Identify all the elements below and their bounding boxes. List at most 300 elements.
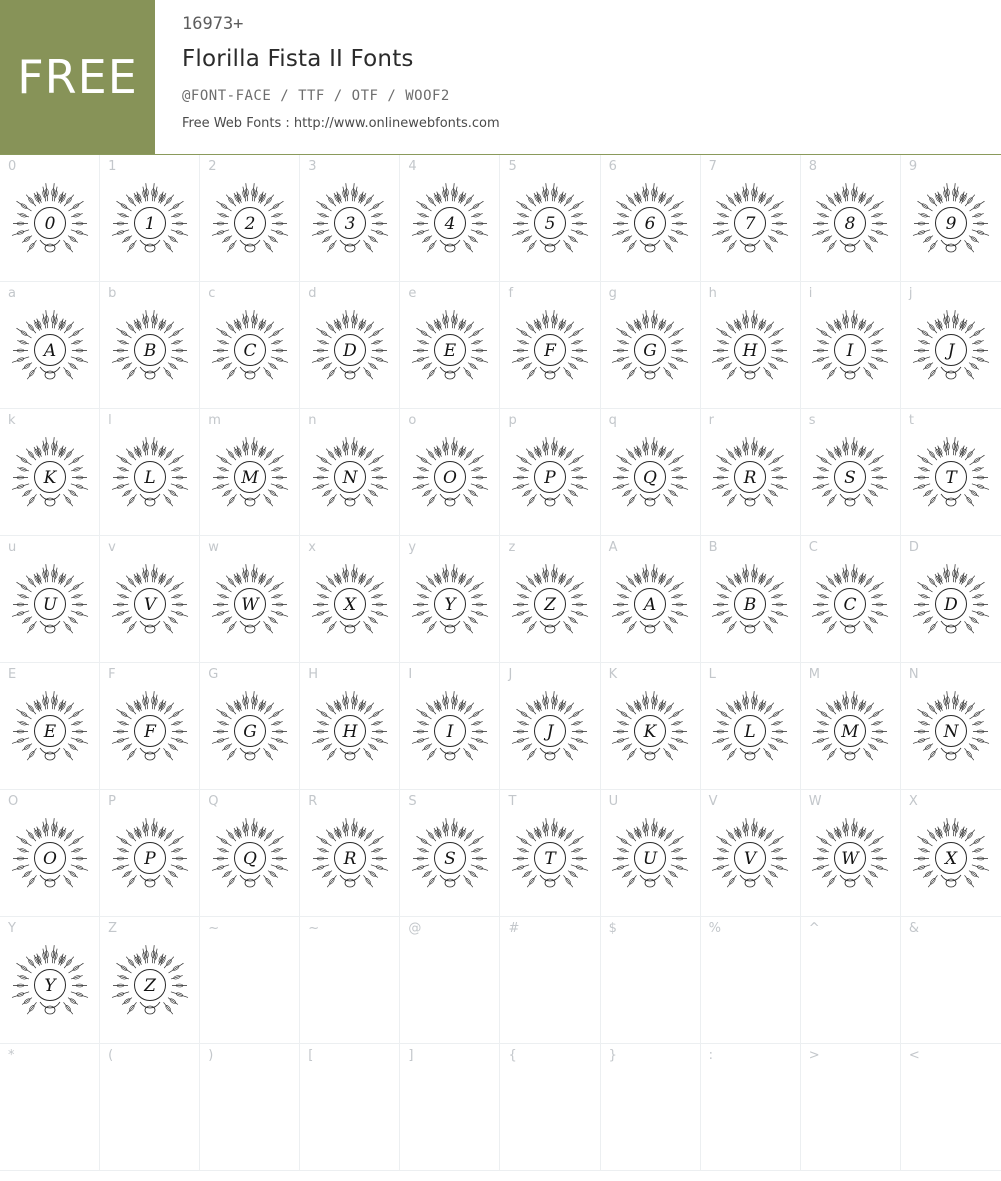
glyph-cell-label: 0 [8,159,17,174]
svg-text:X: X [944,849,957,869]
glyph-cell[interactable] [601,409,701,536]
glyph-cell[interactable] [100,282,200,409]
glyph-cell[interactable] [500,536,600,663]
svg-text:6: 6 [644,214,656,234]
glyph-preview [100,562,199,652]
glyph-preview [901,1070,1001,1160]
glyph-cell[interactable] [400,663,500,790]
glyph-cell-label: ) [208,1048,214,1063]
glyph-cell[interactable] [701,790,801,917]
header-info [155,0,1001,154]
glyph-preview [701,1070,800,1160]
glyph-cell[interactable] [400,917,500,1044]
glyph-cell[interactable] [100,536,200,663]
svg-text:B: B [743,595,757,615]
glyph-cell-label: I [408,667,413,682]
glyph-cell[interactable] [0,790,100,917]
glyph-cell-label: < [908,1048,920,1063]
glyph-cell[interactable] [300,1044,400,1171]
glyph-cell[interactable] [901,409,1001,536]
glyph-cell-label: X [908,794,918,809]
svg-text:H: H [342,722,358,742]
svg-text:T: T [945,468,957,488]
glyph-cell[interactable] [801,663,901,790]
glyph-preview [801,1070,900,1160]
glyph-preview [801,308,900,398]
glyph-preview [701,689,800,779]
glyph-preview [0,816,99,906]
svg-text:P: P [143,849,156,869]
glyph-preview [400,689,499,779]
glyph-cell[interactable] [300,663,400,790]
svg-text:P: P [544,468,556,488]
svg-text:J: J [546,722,554,742]
glyph-cell[interactable] [0,1044,100,1171]
glyph-preview [300,816,399,906]
glyph-cell-label: M [808,667,820,682]
svg-text:T: T [544,849,556,869]
glyph-cell-label: x [308,540,316,555]
svg-text:9: 9 [945,214,957,234]
glyph-cell-label: } [608,1048,617,1063]
glyph-preview [400,308,499,398]
glyph-cell[interactable] [200,155,300,282]
glyph-cell[interactable] [801,917,901,1044]
glyph-cell-label: W [808,794,822,809]
svg-text:R: R [343,849,357,869]
glyph-cell-label: d [308,286,317,301]
glyph-cell-label: o [408,413,417,428]
glyph-preview [400,816,499,906]
glyph-preview [801,689,900,779]
glyph-cell-label: D [908,540,919,555]
svg-text:C: C [243,341,257,361]
glyph-preview [901,562,1001,652]
svg-text:E: E [443,341,457,361]
svg-text:V: V [744,849,757,869]
glyph-cell-label: Y [8,921,16,936]
glyph-preview [400,435,499,525]
svg-text:H: H [742,341,758,361]
glyph-preview [701,562,800,652]
glyph-cell[interactable] [801,409,901,536]
glyph-cell-label: 9 [908,159,918,174]
glyph-cell-label: 3 [308,159,317,174]
glyph-cell-label: O [8,794,19,809]
glyph-cell[interactable] [901,282,1001,409]
glyph-cell-label: @ [408,921,422,936]
glyph-cell-label: u [8,540,17,555]
glyph-preview [200,562,299,652]
page-header [0,0,1001,155]
glyph-preview [100,816,199,906]
glyph-cell[interactable] [400,536,500,663]
glyph-preview [0,943,99,1033]
glyph-cell[interactable] [200,536,300,663]
glyph-cell-label: L [708,667,716,682]
glyph-preview [601,562,700,652]
svg-text:5: 5 [544,214,556,234]
glyph-cell[interactable] [300,409,400,536]
glyph-cell-label: y [408,540,417,555]
svg-text:N: N [342,468,358,488]
glyph-cell[interactable] [400,790,500,917]
glyph-cell[interactable] [300,790,400,917]
glyph-cell-label: 7 [708,159,717,174]
glyph-cell[interactable] [500,663,600,790]
glyph-preview [100,1070,199,1160]
glyph-cell-label: P [108,794,116,809]
svg-text:M: M [841,722,860,742]
svg-text:Y: Y [43,976,56,996]
glyph-preview [701,308,800,398]
glyph-cell-label: s [808,413,816,428]
svg-text:U: U [642,849,658,869]
glyph-cell-label: 4 [408,159,417,174]
glyph-cell[interactable] [200,1044,300,1171]
glyph-cell-label: R [308,794,318,809]
glyph-cell-label: E [8,667,17,682]
glyph-cell[interactable] [0,155,100,282]
glyph-cell[interactable] [500,155,600,282]
glyph-cell-label: F [108,667,116,682]
glyph-cell-label: [ [308,1048,314,1063]
svg-text:7: 7 [744,214,756,234]
svg-text:L: L [143,468,156,488]
glyph-preview [200,943,299,1033]
svg-text:M: M [241,468,259,488]
svg-text:O: O [42,849,57,869]
svg-text:1: 1 [144,214,156,234]
glyph-preview [500,1070,599,1160]
glyph-cell[interactable] [901,536,1001,663]
glyph-cell-label: g [608,286,617,301]
free-badge: FREE [0,0,155,154]
glyph-cell[interactable] [500,917,600,1044]
glyph-cell[interactable] [300,282,400,409]
svg-text:Z: Z [143,976,156,996]
glyph-cell[interactable] [0,282,100,409]
svg-text:D: D [944,595,958,615]
glyph-cell-label: c [208,286,216,301]
glyph-cell[interactable] [400,155,500,282]
glyph-cell[interactable] [801,536,901,663]
glyph-cell-label: V [708,794,718,809]
glyph-cell-label: ~ [308,921,320,936]
svg-text:S: S [444,849,456,869]
glyph-preview [300,689,399,779]
format-list: @FONT-FACE / TTF / OTF / WOOF2 [182,88,450,104]
glyph-cell-label: 6 [608,159,617,174]
svg-text:3: 3 [344,214,356,234]
glyph-preview [901,943,1001,1033]
glyph-cell-label: 2 [208,159,217,174]
glyph-cell[interactable] [100,790,200,917]
glyph-cell-label: 8 [808,159,818,174]
svg-text:G: G [242,722,257,742]
glyph-preview [0,181,99,271]
svg-text:A: A [643,595,657,615]
glyph-preview [701,943,800,1033]
glyph-cell-label: ^ [808,921,820,936]
svg-text:2: 2 [244,214,256,234]
glyph-cell[interactable] [901,155,1001,282]
glyph-cell[interactable] [601,536,701,663]
glyph-preview [801,435,900,525]
glyph-cell[interactable] [701,155,801,282]
glyph-cell[interactable] [601,663,701,790]
svg-text:Q: Q [242,849,257,869]
glyph-cell[interactable] [500,790,600,917]
glyph-preview [901,435,1001,525]
glyph-cell[interactable] [400,1044,500,1171]
glyph-cell-label: C [808,540,818,555]
glyph-cell-label: q [608,413,617,428]
glyph-preview [601,689,700,779]
glyph-preview [701,181,800,271]
glyph-preview [500,943,599,1033]
glyph-cell-label: & [908,921,919,936]
glyph-preview [601,943,700,1033]
glyph-cell-label: U [608,794,619,809]
glyph-preview [200,308,299,398]
svg-text:F: F [143,722,156,742]
svg-text:J: J [947,341,955,361]
glyph-cell[interactable] [300,155,400,282]
glyph-preview [601,308,700,398]
svg-text:Y: Y [444,595,456,615]
glyph-cell-label: e [408,286,417,301]
glyph-cell-label: % [708,921,722,936]
glyph-cell[interactable] [500,282,600,409]
glyph-preview [500,689,599,779]
svg-text:C: C [843,595,857,615]
glyph-cell[interactable] [801,155,901,282]
glyph-cell[interactable] [901,917,1001,1044]
glyph-cell-label: N [908,667,919,682]
svg-text:U: U [42,595,57,615]
svg-text:L: L [744,722,756,742]
page-title: Florilla Fista II Fonts [182,46,414,72]
glyph-preview [901,689,1001,779]
glyph-preview [0,435,99,525]
glyph-cell[interactable] [801,282,901,409]
glyph-preview [400,562,499,652]
glyph-preview [100,689,199,779]
svg-text:Z: Z [544,595,556,615]
glyph-cell-label: G [208,667,219,682]
glyph-cell-label: h [708,286,717,301]
glyph-cell-label: t [908,413,914,428]
glyph-cell[interactable] [200,917,300,1044]
glyph-cell[interactable] [701,1044,801,1171]
glyph-cell[interactable] [0,663,100,790]
glyph-cell[interactable] [100,1044,200,1171]
glyph-cell-label: * [8,1048,15,1063]
glyph-cell[interactable] [601,282,701,409]
glyph-grid [0,155,1001,1171]
glyph-preview [801,181,900,271]
glyph-preview [300,1070,399,1160]
glyph-cell[interactable] [100,917,200,1044]
glyph-cell-label: B [708,540,718,555]
svg-text:I: I [446,722,454,742]
glyph-cell-label: i [808,286,813,301]
svg-text:8: 8 [844,214,856,234]
svg-text:N: N [943,722,959,742]
glyph-preview [200,816,299,906]
svg-text:E: E [43,722,56,742]
glyph-cell-label: ~ [208,921,220,936]
glyph-cell-label: p [508,413,517,428]
glyph-preview [0,562,99,652]
glyph-cell[interactable] [701,536,801,663]
glyph-cell-label: a [8,286,16,301]
glyph-preview [400,943,499,1033]
glyph-cell-label: ( [108,1048,114,1063]
font-count: 16973+ [182,14,244,34]
glyph-cell-label: H [308,667,319,682]
glyph-cell[interactable] [200,663,300,790]
glyph-cell-label: S [408,794,417,809]
glyph-cell-label: Q [208,794,219,809]
glyph-preview [901,308,1001,398]
svg-text:K: K [43,468,56,488]
glyph-cell[interactable] [200,282,300,409]
glyph-preview [100,181,199,271]
glyph-preview [100,943,199,1033]
glyph-cell-label: l [108,413,112,428]
glyph-cell[interactable] [500,1044,600,1171]
glyph-cell[interactable] [100,155,200,282]
glyph-cell[interactable] [0,917,100,1044]
glyph-cell[interactable] [601,790,701,917]
glyph-cell[interactable] [901,1044,1001,1171]
glyph-preview [500,816,599,906]
glyph-cell-label: { [508,1048,517,1063]
glyph-preview [300,308,399,398]
glyph-preview [801,562,900,652]
glyph-preview [300,181,399,271]
glyph-cell[interactable] [100,409,200,536]
glyph-preview [0,308,99,398]
glyph-preview [300,562,399,652]
site-link[interactable]: Free Web Fonts : http://www.onlinewebfonts.com [182,116,500,131]
glyph-cell-label: m [208,413,221,428]
glyph-cell[interactable] [601,1044,701,1171]
glyph-preview [0,1070,99,1160]
svg-text:Q: Q [643,468,658,488]
glyph-preview [801,816,900,906]
glyph-cell-label: T [508,794,517,809]
svg-text:S: S [844,468,857,488]
glyph-cell-label: J [508,667,513,682]
svg-text:F: F [544,341,556,361]
glyph-cell-label: f [508,286,514,301]
glyph-cell-label: b [108,286,117,301]
glyph-preview [100,435,199,525]
glyph-cell-label: A [608,540,618,555]
glyph-preview [601,1070,700,1160]
glyph-preview [200,435,299,525]
svg-text:A: A [43,341,56,361]
glyph-cell-label: v [108,540,116,555]
glyph-preview [300,435,399,525]
glyph-preview [901,816,1001,906]
glyph-cell[interactable] [500,409,600,536]
svg-text:R: R [743,468,757,488]
glyph-cell[interactable] [300,536,400,663]
glyph-preview [200,689,299,779]
glyph-preview [500,562,599,652]
glyph-cell-label: # [508,921,520,936]
svg-text:B: B [143,341,156,361]
glyph-cell[interactable] [701,917,801,1044]
glyph-cell-label: Z [108,921,117,936]
glyph-preview [400,1070,499,1160]
svg-text:X: X [343,595,356,615]
glyph-cell[interactable] [200,790,300,917]
glyph-cell[interactable] [400,409,500,536]
svg-text:D: D [343,341,357,361]
glyph-cell-label: j [908,286,913,301]
glyph-preview [300,943,399,1033]
glyph-cell[interactable] [300,917,400,1044]
glyph-preview [200,1070,299,1160]
glyph-cell-label: k [8,413,16,428]
glyph-cell[interactable] [801,1044,901,1171]
glyph-preview [400,181,499,271]
glyph-cell[interactable] [701,663,801,790]
glyph-preview [701,816,800,906]
glyph-preview [200,181,299,271]
glyph-preview [500,181,599,271]
glyph-cell-label: K [608,667,618,682]
glyph-preview [701,435,800,525]
glyph-preview [801,943,900,1033]
glyph-cell[interactable] [601,917,701,1044]
glyph-cell[interactable] [701,282,801,409]
svg-text:4: 4 [444,214,456,234]
glyph-preview [601,181,700,271]
glyph-cell-label: 5 [508,159,517,174]
glyph-cell[interactable] [601,155,701,282]
glyph-cell[interactable] [701,409,801,536]
glyph-cell[interactable] [901,790,1001,917]
glyph-cell-label: $ [608,921,617,936]
glyph-cell-label: r [708,413,715,428]
svg-text:V: V [143,595,156,615]
svg-text:W: W [240,595,259,615]
glyph-preview [901,181,1001,271]
glyph-cell[interactable] [400,282,500,409]
glyph-cell-label: w [208,540,219,555]
svg-text:W: W [841,849,860,869]
glyph-cell[interactable] [801,790,901,917]
glyph-preview [601,816,700,906]
glyph-cell[interactable] [901,663,1001,790]
glyph-cell[interactable] [200,409,300,536]
glyph-cell-label: z [508,540,516,555]
glyph-preview [500,308,599,398]
svg-text:K: K [643,722,657,742]
glyph-cell[interactable] [100,663,200,790]
glyph-cell-label: n [308,413,317,428]
glyph-preview [601,435,700,525]
svg-text:0: 0 [44,214,55,234]
glyph-cell[interactable] [0,409,100,536]
glyph-cell[interactable] [0,536,100,663]
